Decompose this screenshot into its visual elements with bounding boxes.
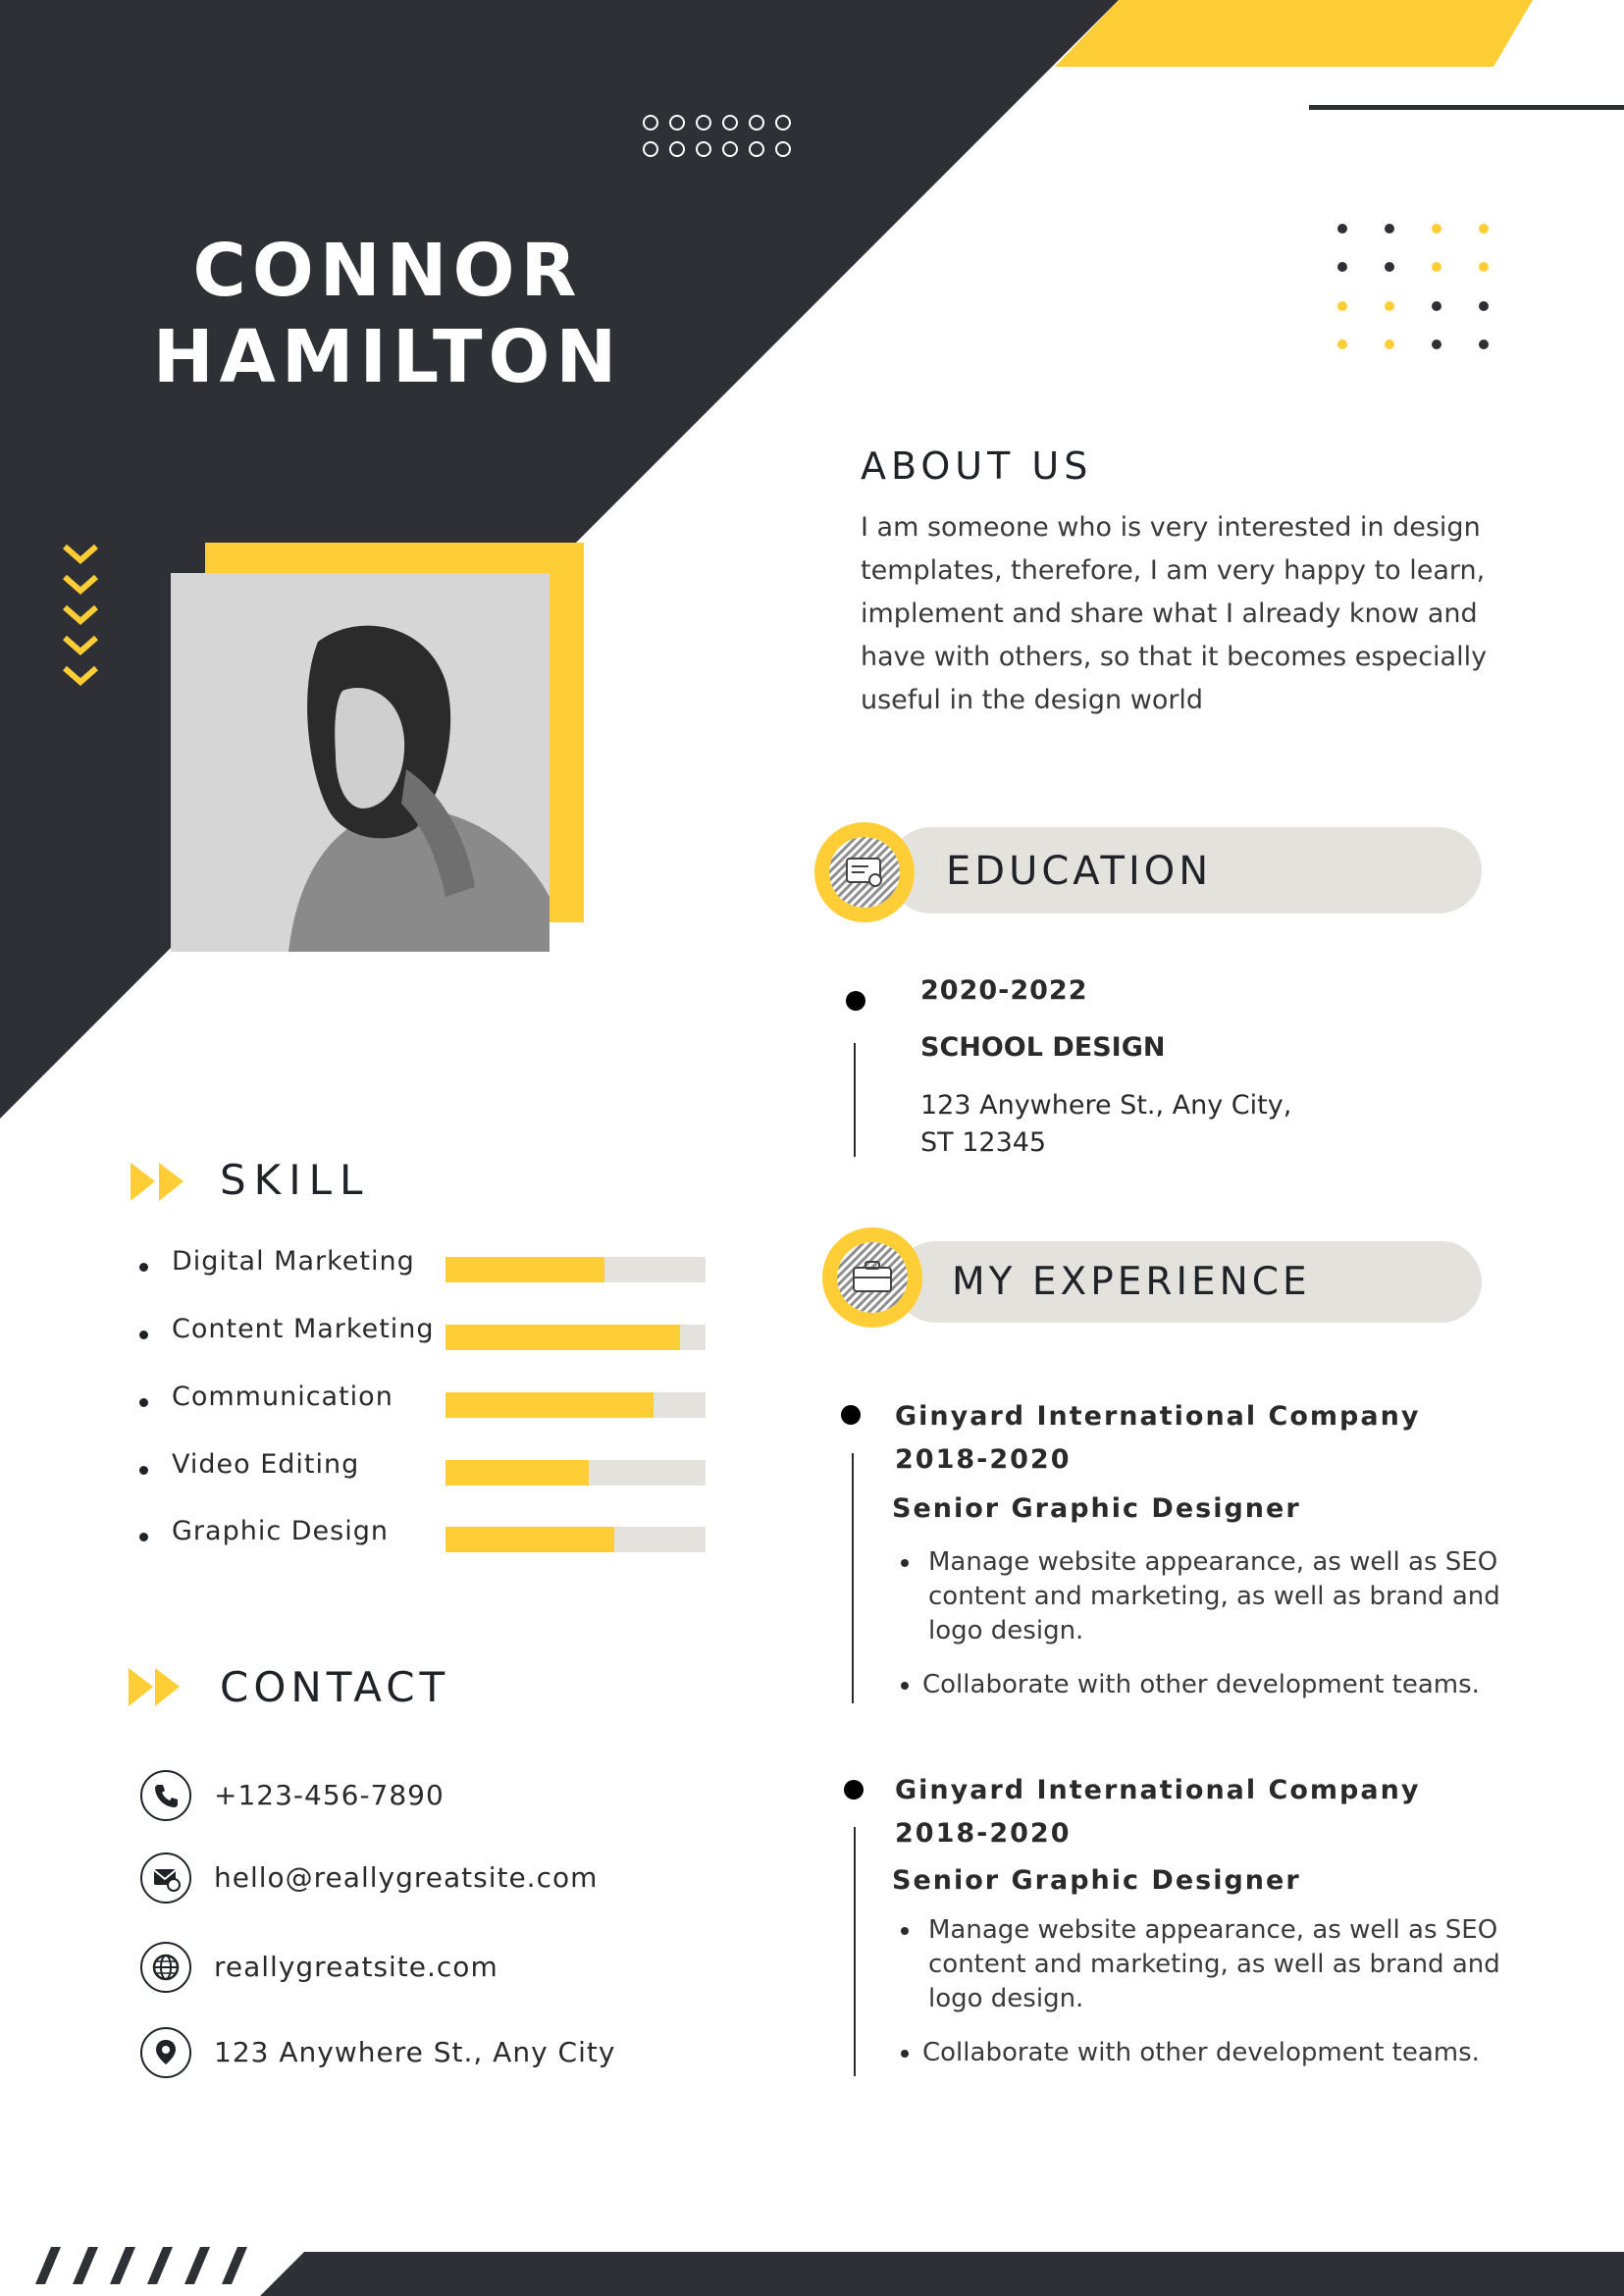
experience-years: 2018-2020 <box>895 1818 1072 1849</box>
skill-bar-fill <box>445 1257 604 1282</box>
skill-bar-fill <box>445 1325 680 1350</box>
experience-company-name: Ginyard International Company <box>895 1775 1421 1805</box>
skill-bullet <box>139 1398 148 1407</box>
skill-bullet <box>139 1466 148 1475</box>
experience-bullet: Collaborate with other development teams. <box>895 1668 1523 1702</box>
experience-bullet: Manage website appearance, as well as SEO content and marketing, as well as brand and logo design. <box>895 1913 1523 2016</box>
experience-company <box>895 1395 1444 1482</box>
about-title: ABOUT US <box>861 444 1093 488</box>
about-text: I am someone who is very interested in design templates, therefore, I am very happy to learn, implement and share what I already know and have with others, so that it becomes especially useful in the design world <box>861 512 1488 715</box>
skill-bar-track <box>445 1460 706 1486</box>
contact-address <box>140 2027 729 2082</box>
skill-bullet <box>139 1331 148 1339</box>
contact-phone <box>140 1770 729 1825</box>
experience-bullet: Manage website appearance, as well as SEO content and marketing, as well as brand and logo design. <box>895 1545 1523 1648</box>
skill-bar-track <box>445 1257 706 1282</box>
skill-label: Communication <box>172 1382 393 1412</box>
skill-label: Content Marketing <box>172 1314 435 1344</box>
last-name: HAMILTON <box>152 315 623 399</box>
education-timeline-dot <box>846 991 865 1011</box>
skill-label: Digital Marketing <box>172 1246 415 1277</box>
briefcase-icon <box>837 1242 908 1313</box>
email-icon <box>140 1852 191 1904</box>
skill-label: Video Editing <box>172 1449 360 1480</box>
skill-bar-fill <box>445 1527 614 1552</box>
skill-bar-fill <box>445 1392 654 1418</box>
experience-company-name: Ginyard International Company <box>895 1401 1421 1432</box>
contact-title: CONTACT <box>220 1663 450 1711</box>
phone-text[interactable]: +123-456-7890 <box>214 1779 445 1811</box>
contact-email <box>140 1852 729 1907</box>
contact-website <box>140 1942 729 1997</box>
education-title: EDUCATION <box>946 849 1213 894</box>
skill-row <box>137 1382 726 1421</box>
experience-bullet: Collaborate with other development teams. <box>895 2036 1523 2070</box>
experience-role: Senior Graphic Designer <box>892 1493 1301 1524</box>
experience-years: 2018-2020 <box>895 1444 1072 1475</box>
experience-bullets <box>895 1545 1523 1722</box>
experience-icon-badge <box>822 1227 922 1328</box>
experience-timeline-dot <box>841 1405 861 1425</box>
candidate-name <box>128 228 648 400</box>
portrait-photo <box>171 573 550 952</box>
skill-row <box>137 1314 726 1353</box>
experience-company <box>895 1769 1444 1855</box>
education-icon-badge <box>814 822 915 922</box>
education-years: 2020-2022 <box>920 975 1088 1006</box>
education-address <box>920 1087 1333 1162</box>
education-timeline-line <box>854 1043 856 1157</box>
skill-row <box>137 1516 726 1555</box>
experience-timeline-line <box>852 1453 854 1703</box>
phone-icon <box>140 1770 191 1821</box>
skill-label: Graphic Design <box>172 1516 389 1546</box>
education-address-line1: 123 Anywhere St., Any City, <box>920 1090 1292 1121</box>
skill-row <box>137 1449 726 1488</box>
location-pin-icon <box>140 2027 191 2078</box>
website-text[interactable]: reallygreatsite.com <box>214 1951 498 1983</box>
education-school: SCHOOL DESIGN <box>920 1032 1166 1063</box>
portrait-illustration <box>171 573 550 952</box>
email-text[interactable]: hello@reallygreatsite.com <box>214 1861 599 1894</box>
experience-title: MY EXPERIENCE <box>952 1260 1311 1304</box>
skill-bullet <box>139 1263 148 1272</box>
experience-timeline-line <box>854 1827 856 2076</box>
skill-bullet <box>139 1533 148 1541</box>
first-name: CONNOR <box>192 229 583 313</box>
skill-title: SKILL <box>220 1156 371 1204</box>
address-text: 123 Anywhere St., Any City <box>214 2036 616 2068</box>
experience-bullets <box>895 1913 1523 2090</box>
skill-bar-fill <box>445 1460 589 1486</box>
skill-row <box>137 1246 726 1285</box>
globe-icon <box>140 1942 191 1993</box>
skill-bar-track <box>445 1325 706 1350</box>
skill-bar-track <box>445 1527 706 1552</box>
skill-bar-track <box>445 1392 706 1418</box>
education-address-line2: ST 12345 <box>920 1127 1047 1158</box>
experience-timeline-dot <box>844 1780 864 1800</box>
experience-role: Senior Graphic Designer <box>892 1865 1301 1896</box>
certificate-icon <box>829 837 900 908</box>
